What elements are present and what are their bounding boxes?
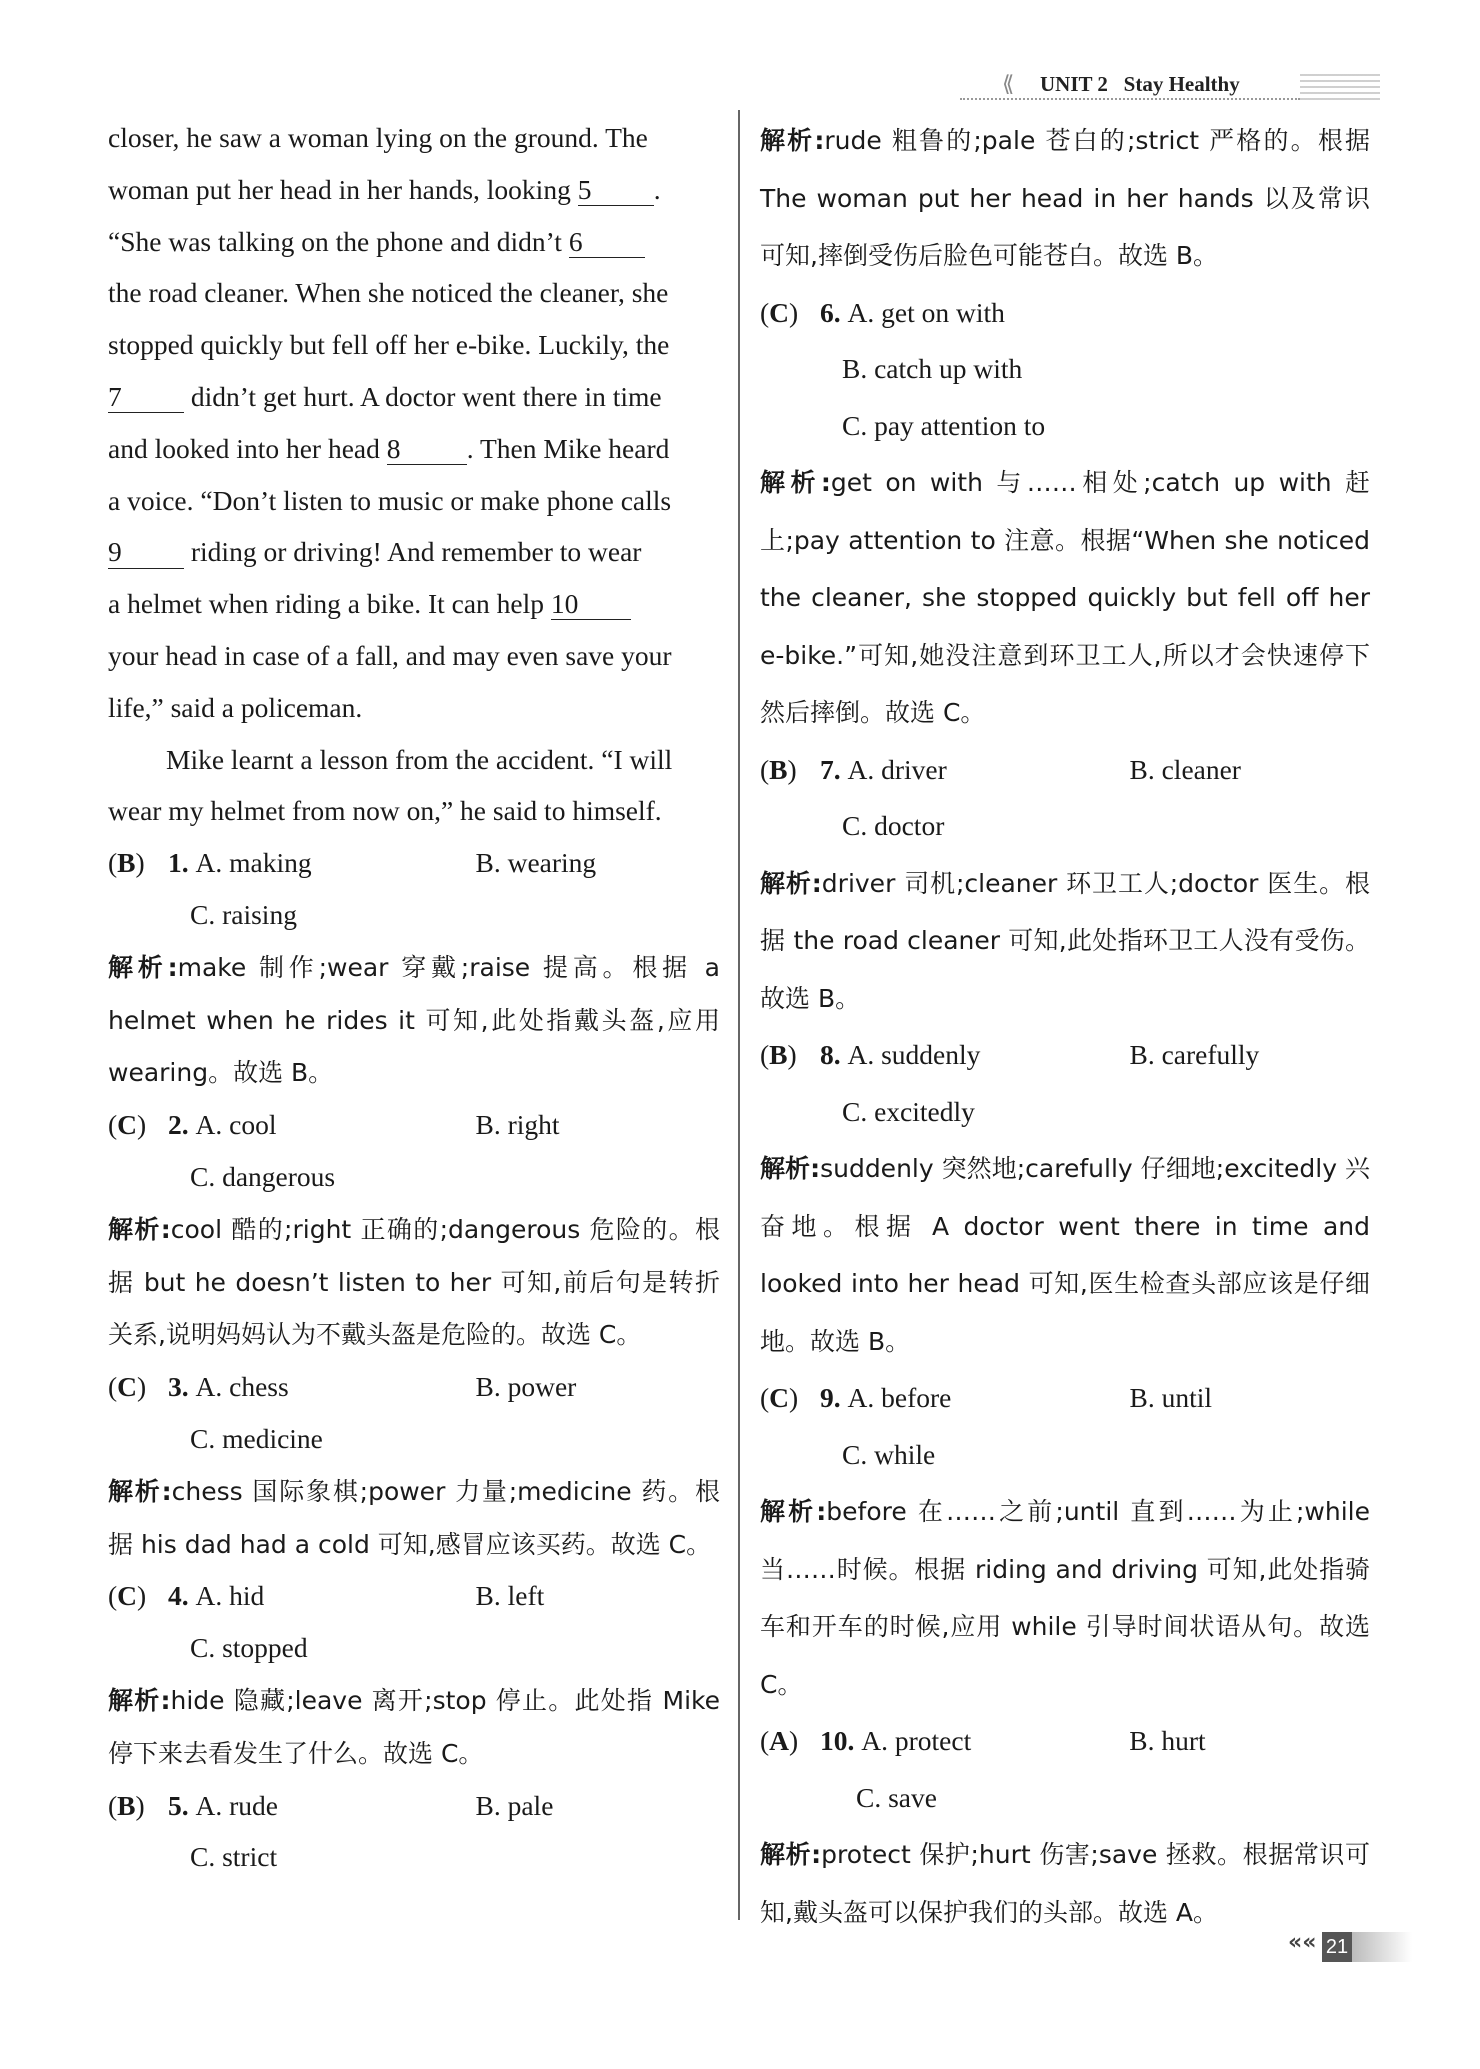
option-c: C. dangerous xyxy=(190,1160,336,1192)
explanation-1: 解析:make 制作;wear 穿戴;raise 提高。根据 a helmet when he rides it 可知,此处指戴头盔,应用 wearing。故选 B。 xyxy=(108,952,720,1088)
answer-slot[interactable]: (B) xyxy=(108,847,145,879)
explanation-8: 解析:suddenly 突然地;carefully 仔细地;excitedly 兴奋地。根据 A doctor went there in time and looked into her head 可知,医生检查头部应该是仔细地。故选 B。 xyxy=(760,1154,1370,1356)
option-c: C. pay attention to xyxy=(842,409,1046,441)
option-c: C. excitedly xyxy=(842,1095,975,1127)
answer-slot[interactable]: (B) xyxy=(760,1039,797,1070)
option-b: B. wearing xyxy=(475,847,597,879)
question-6: (C) 6. A. get on with xyxy=(760,285,1370,342)
passage-line: the road cleaner. When she noticed the cleaner, she xyxy=(108,277,669,309)
explanation-5: 解析:rude 粗鲁的;pale 苍白的;strict 严格的。根据 The woman put her head in her hands 以及常识可知,摔倒受伤后脸色可能苍白。故选 B。 xyxy=(760,126,1370,270)
option-a: A. before xyxy=(847,1382,952,1413)
option-c: C. save xyxy=(856,1781,937,1813)
blank-8[interactable]: 8 xyxy=(387,434,467,465)
question-4: (C) 4. A. hid B. left xyxy=(108,1570,720,1622)
answer-slot[interactable]: (C) xyxy=(760,1382,799,1413)
answer-slot[interactable]: (C) xyxy=(108,1371,147,1403)
answer-slot[interactable]: (B) xyxy=(760,753,797,785)
option-c: C. while xyxy=(842,1438,936,1470)
option-a: A. hid xyxy=(195,1580,265,1612)
question-10: (A) 10. A. protect B. hurt xyxy=(760,1713,1370,1770)
page-number xyxy=(1288,1930,1388,1964)
unit-title: UNIT 2 Stay Healthy xyxy=(1040,72,1240,96)
header-divider xyxy=(960,98,1300,100)
option-a: A. protect xyxy=(861,1725,972,1756)
passage-line: a helmet when riding a bike. It can help 10 xyxy=(108,578,720,630)
option-a: A. cool xyxy=(195,1109,277,1141)
passage-line: woman put her head in her hands, looking 5 . xyxy=(108,173,661,205)
page-number-value: 21 xyxy=(1322,1932,1352,1962)
question-5: (B) 5. A. rude B. pale xyxy=(108,1780,720,1832)
option-c: C. doctor xyxy=(842,810,945,841)
double-chevron-left-icon: ⟪ xyxy=(1002,72,1015,97)
option-c: C. stopped xyxy=(190,1632,308,1664)
passage-line: stopped quickly but fell off her e-bike. Luckily, the xyxy=(108,329,670,361)
blank-6[interactable]: 6 xyxy=(569,227,645,258)
blank-5[interactable]: 5 xyxy=(578,175,654,206)
explanation-2: 解析:cool 酷的;right 正确的;dangerous 危险的。根据 but he doesn’t listen to her 可知,前后句是转折关系,说明妈妈认为不戴头盔是危险的。故选 C。 xyxy=(108,1214,721,1350)
page-number-decoration xyxy=(1352,1932,1412,1962)
double-chevron-left-icon: «« xyxy=(1288,1930,1317,1955)
passage-line: “She was talking on the phone and didn’t 6 xyxy=(108,216,720,268)
answer-slot[interactable]: (C) xyxy=(760,296,799,328)
option-c: C. raising xyxy=(190,898,297,930)
explanation-4: 解析:hide 隐藏;leave 离开;stop 停止。此处指 Mike 停下来去看发生了什么。故选 C。 xyxy=(108,1685,720,1768)
question-3: (C) 3. A. chess B. power xyxy=(108,1361,720,1413)
question-8: (B) 8. A. suddenly B. carefully xyxy=(760,1027,1370,1084)
explanation-6: 解析:get on with 与……相处;catch up with 赶上;pay attention to 注意。根据“When she noticed the cleaner, she stopped quickly but fell off her e-bike.”可知,她没注意到环卫工人,所以才会快速停下然后摔倒。故选 C。 xyxy=(760,468,1371,727)
option-b: B. carefully xyxy=(1129,1039,1260,1070)
option-a: A. making xyxy=(195,847,312,879)
option-a: A. rude xyxy=(195,1789,278,1821)
question-1: (B) 1. A. making B. wearing xyxy=(108,837,720,889)
left-column xyxy=(108,112,720,1883)
passage-line: Mike learnt a lesson from the accident. “I will xyxy=(166,743,673,775)
option-c: C. medicine xyxy=(190,1422,323,1454)
explanation-9: 解析:before 在……之前;until 直到……为止;while 当……时候。根据 riding and driving 可知,此处指骑车和开车的时候,应用 while 引导时间状语从句。故选 C。 xyxy=(760,1497,1371,1699)
question-2: (C) 2. A. cool B. right xyxy=(108,1099,720,1151)
passage-line: wear my helmet from now on,” he said to himself. xyxy=(108,795,662,827)
option-a: A. driver xyxy=(847,753,947,785)
explanation-3: 解析:chess 国际象棋;power 力量;medicine 药。根据 his dad had a cold 可知,感冒应该买药。故选 C。 xyxy=(108,1476,720,1559)
blank-9[interactable]: 9 xyxy=(108,537,184,568)
header-decoration xyxy=(1300,74,1380,100)
passage-line: a voice. “Don’t listen to music or make phone calls xyxy=(108,484,672,516)
answer-slot[interactable]: (C) xyxy=(108,1109,147,1141)
passage-line: your head in case of a fall, and may even save your xyxy=(108,639,672,671)
explanation-10: 解析:protect 保护;hurt 伤害;save 拯救。根据常识可知,戴头盔可以保护我们的头部。故选 A。 xyxy=(760,1840,1370,1927)
option-a: A. get on with xyxy=(847,296,1005,328)
passage-line: 7 didn’t get hurt. A doctor went there in time xyxy=(108,380,662,412)
blank-10[interactable]: 10 xyxy=(551,589,631,620)
answer-slot[interactable]: (A) xyxy=(760,1725,799,1756)
blank-7[interactable]: 7 xyxy=(108,382,184,413)
column-divider xyxy=(738,110,740,1920)
option-b: B. pale xyxy=(475,1789,554,1821)
option-b: B. right xyxy=(475,1109,560,1141)
right-column xyxy=(760,112,1370,1941)
answer-slot[interactable]: (C) xyxy=(108,1580,147,1612)
question-9: (C) 9. A. before B. until xyxy=(760,1370,1370,1427)
passage-line: and looked into her head 8 . Then Mike heard xyxy=(108,432,670,464)
option-b: B. cleaner xyxy=(1129,753,1241,785)
answer-slot[interactable]: (B) xyxy=(108,1789,145,1821)
passage-line: life,” said a policeman. xyxy=(108,691,363,723)
option-a: A. chess xyxy=(195,1371,289,1403)
option-b: B. hurt xyxy=(1129,1725,1206,1756)
option-b: B. until xyxy=(1129,1382,1213,1413)
explanation-7: 解析:driver 司机;cleaner 环卫工人;doctor 医生。根据 the road cleaner 可知,此处指环卫工人没有受伤。故选 B。 xyxy=(760,868,1370,1013)
page-header xyxy=(950,66,1380,106)
passage-line: 9 riding or driving! And remember to wear xyxy=(108,536,642,568)
passage-line: closer, he saw a woman lying on the ground. The xyxy=(108,122,648,153)
option-a: A. suddenly xyxy=(847,1039,981,1070)
passage xyxy=(108,112,720,837)
option-b: B. left xyxy=(475,1580,545,1612)
option-b: B. power xyxy=(475,1371,577,1403)
option-b: B. catch up with xyxy=(842,353,1023,384)
question-7: (B) 7. A. driver B. cleaner xyxy=(760,742,1370,799)
option-c: C. strict xyxy=(190,1841,278,1873)
